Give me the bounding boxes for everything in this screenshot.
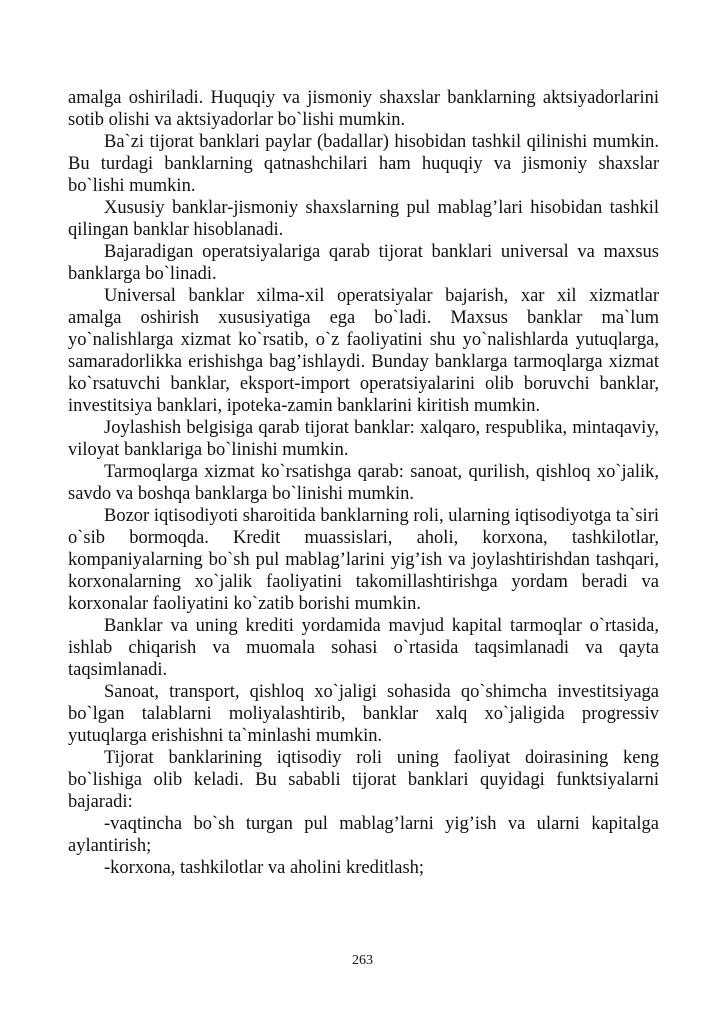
paragraph-11: Tijorat banklarining iqtisodiy roli uning faoliyat doirasining keng bo`lishiga olib keladi. Bu sababli tijorat banklari quyidagi funktsiyalarni bajaradi: bbox=[68, 748, 659, 812]
paragraph-10: Sanoat, transport, qishloq xo`jaligi sohasida qo`shimcha investitsiyaga bo`lgan talablarni moliyalashtirib, banklar xalq xo`jaligida progressiv yutuqlarga erishishni ta`minlashi mumkin. bbox=[68, 682, 659, 746]
page-number: 263 bbox=[352, 953, 373, 968]
paragraph-1: amalga oshiriladi. Huquqiy va jismoniy shaxslar banklarning aktsiyadorlarini sotib olishi va aktsiyadorlar bo`lishi mumkin. bbox=[68, 88, 659, 130]
paragraph-9: Banklar va uning krediti yordamida mavjud kapital tarmoqlar o`rtasida, ishlab chiqarish va muomala sohasi o`rtasida taqsimlanadi va qayta taqsimlanadi. bbox=[68, 616, 659, 680]
paragraph-12: -vaqtincha bo`sh turgan pul mablag’larni yig’ish va ularni kapitalga aylantirish; bbox=[68, 814, 659, 856]
paragraph-13: -korxona, tashkilotlar va aholini kreditlash; bbox=[104, 858, 425, 878]
paragraph-3: Xususiy banklar-jismoniy shaxslarning pul mablag’lari hisobidan tashkil qilingan banklar hisoblanadi. bbox=[68, 198, 659, 240]
paragraph-5: Universal banklar xilma-xil operatsiyalar bajarish, xar xil xizmatlar amalga oshirish xususiyatiga ega bo`ladi. Maxsus banklar ma`lum yo`nalishlarga xizmat ko`rsatib, o`z faoliyatini shu yo`nalishlarda yutuqlarga, samaradorlikka erishishga bag’ishlaydi. Bunday banklarga tarmoqlarga xizmat ko`rsatuvchi banklar, eksport-import operatsiyalarini olib boruvchi banklar, investitsiya banklari, ipoteka-zamin banklarini kiritish mumkin. bbox=[68, 286, 659, 416]
paragraph-6: Joylashish belgisiga qarab tijorat banklar: xalqaro, respublika, mintaqaviy, viloyat banklariga bo`linishi mumkin. bbox=[68, 418, 659, 460]
paragraph-7: Tarmoqlarga xizmat ko`rsatishga qarab: sanoat, qurilish, qishloq xo`jalik, savdo va boshqa banklarga bo`linishi mumkin. bbox=[68, 462, 659, 504]
paragraph-8: Bozor iqtisodiyoti sharoitida banklarning roli, ularning iqtisodiyotga ta`siri o`sib bormoqda. Kredit muassislari, aholi, korxona, tashkilotlar, kompaniyalarning bo`sh pul mablag’larini yig’ish va joylashtirishdan tashqari, korxonalarning xo`jalik faoliyatini takomillashtirishga yordam beradi va korxonalar faoliyatini ko`zatib borishi mumkin. bbox=[68, 506, 659, 614]
paragraph-4: Bajaradigan operatsiyalariga qarab tijorat banklari universal va maxsus banklarga bo`linadi. bbox=[68, 242, 659, 284]
paragraph-2: Ba`zi tijorat banklari paylar (badallar) hisobidan tashkil qilinishi mumkin. Bu turdagi banklarning qatnashchilari ham huquqiy va jismoniy shaxslar bo`lishi mumkin. bbox=[68, 132, 659, 196]
page-body bbox=[68, 87, 659, 879]
